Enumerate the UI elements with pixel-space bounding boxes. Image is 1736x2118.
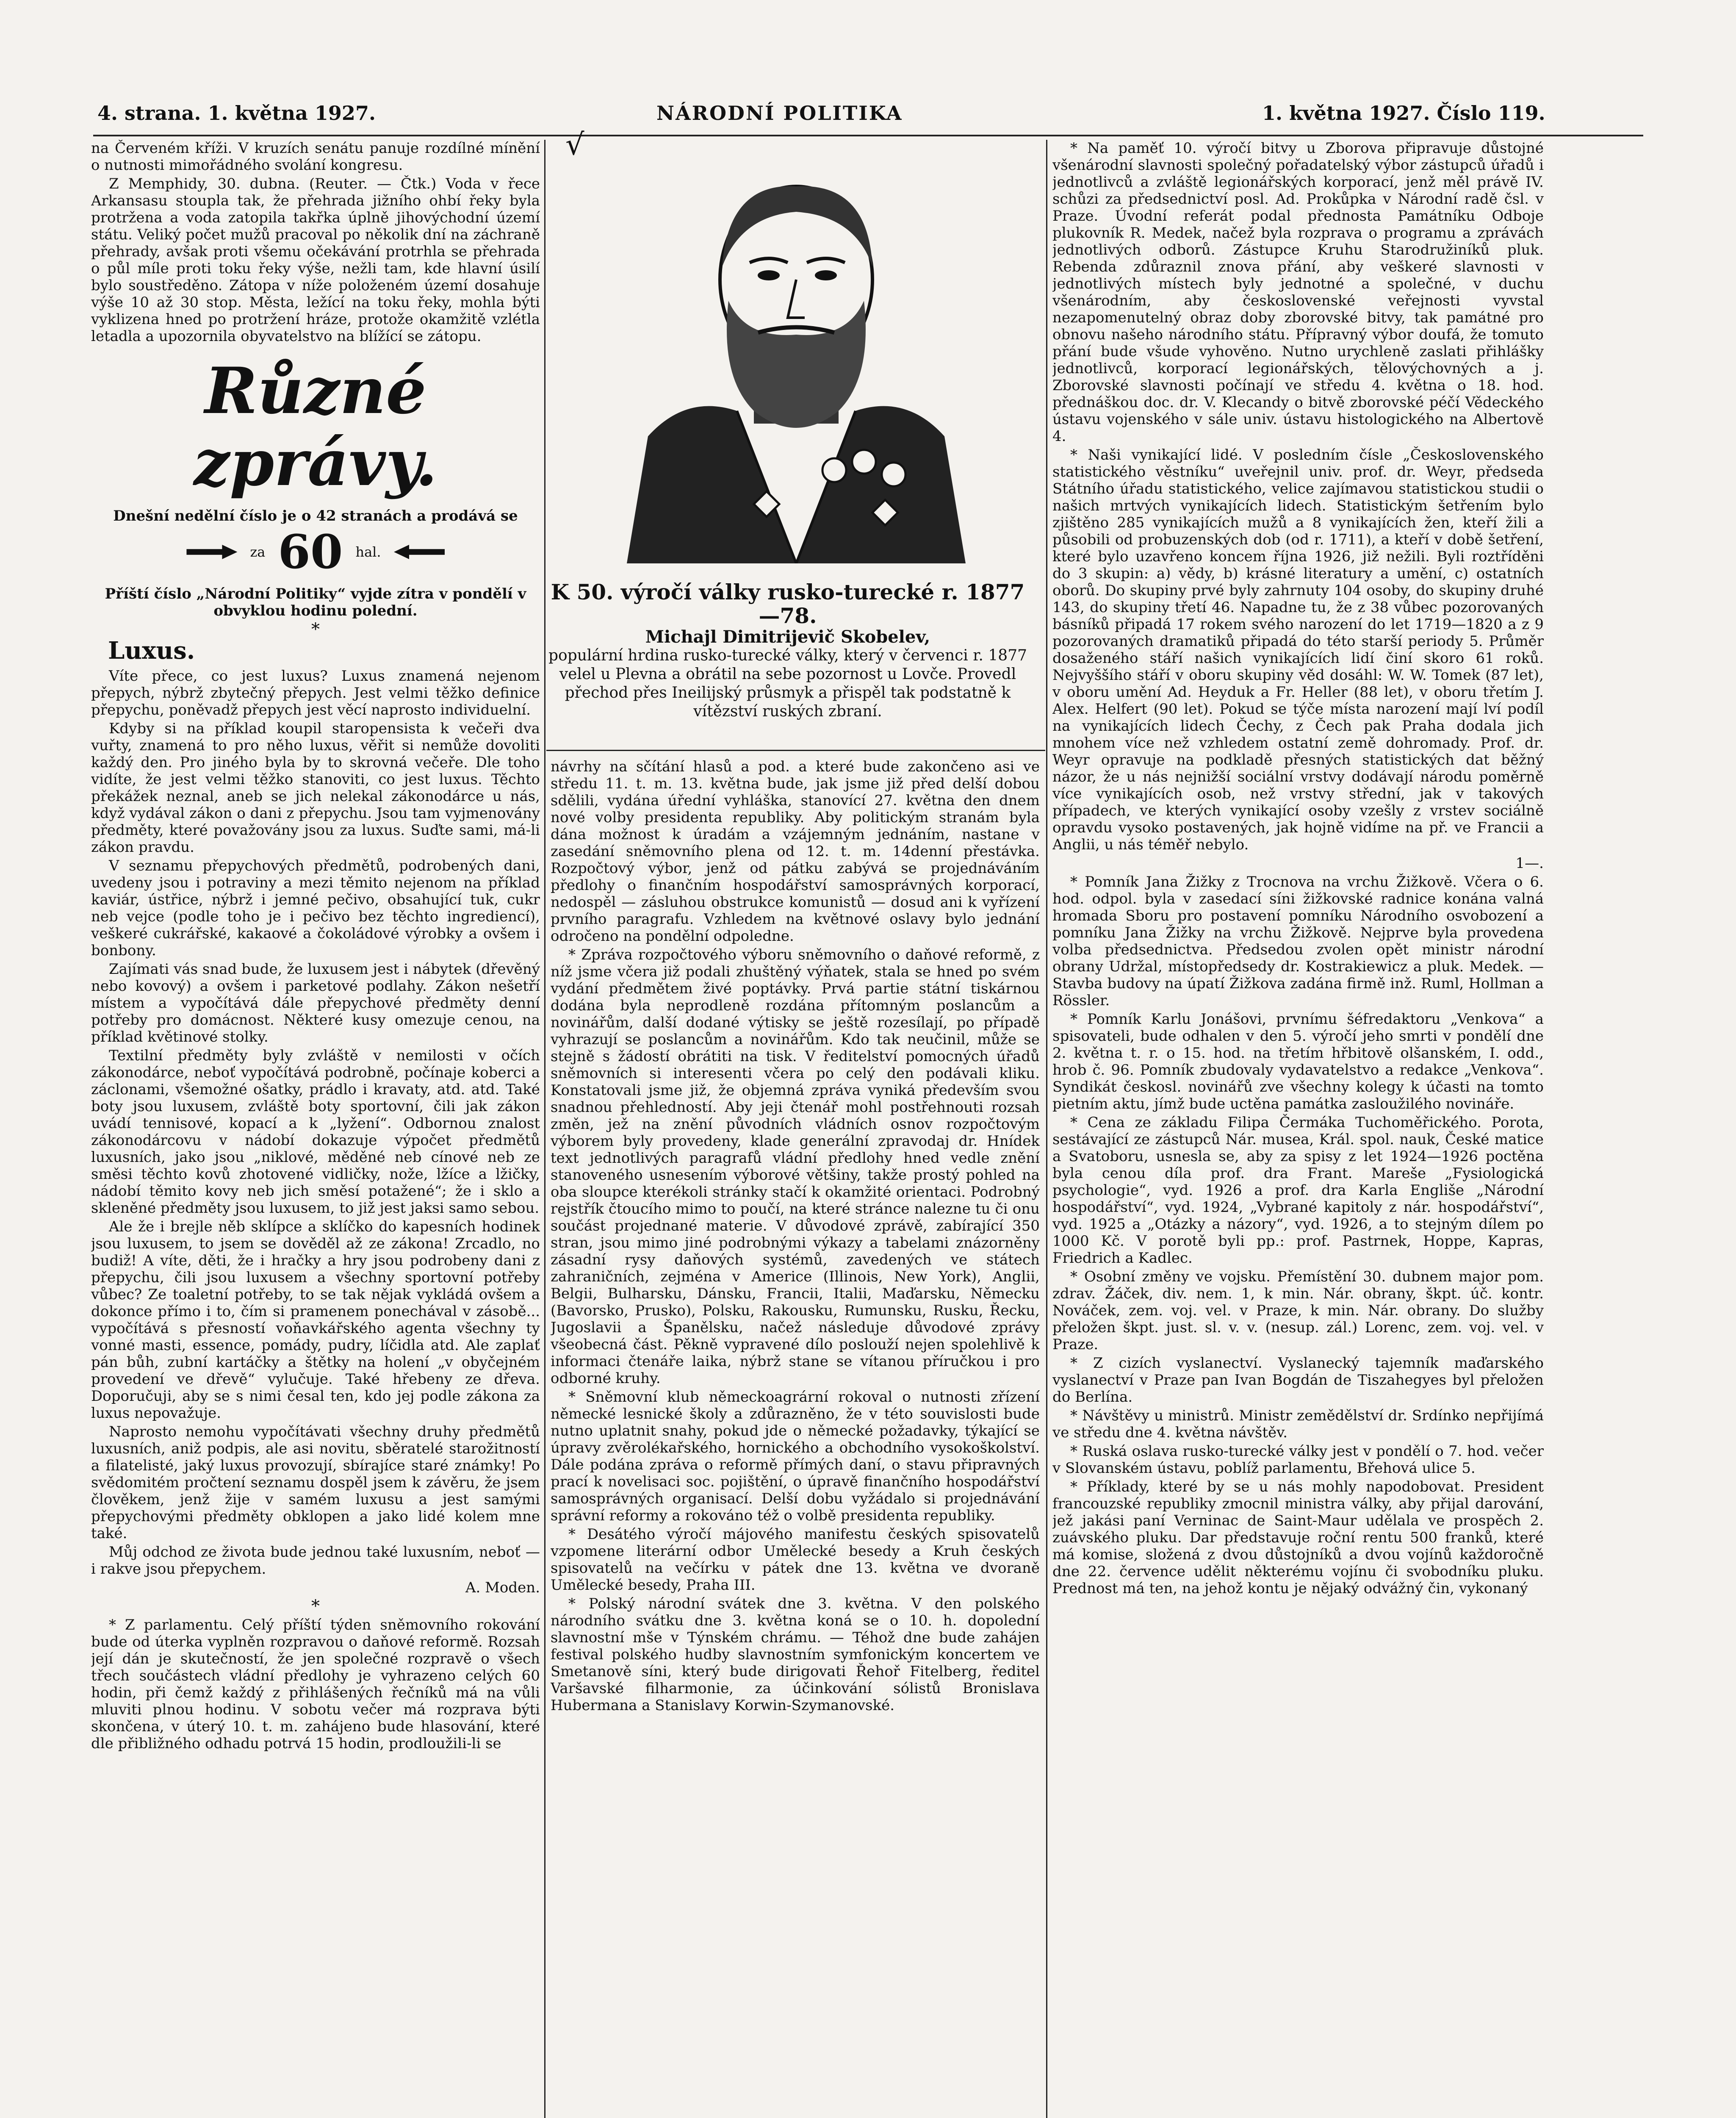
article-german-club: * Sněmovní klub německoagrární rokoval o nutnosti zřízení německé lesnické školy a zdůrazněno, že v této souvislosti bude nutno uplatnit snahy, pokud jde o německé požadavky, týkající se úpravy zvěrolékařského, hornického a obchodního vysokoškolství. Dále podána zpráva o reformě přímých daní, o stavu připravných prací k novelisaci soc. pojištění, o úpravě finančního hospodářství samosprávných organisací. Delší dobu vyžádalo si projednávání správní reformy a rokováno též o volbě presidenta republiky. xyxy=(551,1389,1040,1524)
notice-next-issue: Příští číslo „Národní Politiky“ vyjde zítra v pondělí v obvyklou hodinu polední. xyxy=(105,585,526,619)
caption-name: Michajl Dimitrijevič Skobelev, xyxy=(645,627,930,647)
feuilleton-paragraph: Textilní předměty byly zvláště v nemilosti v očích zákonodárce, neboť vypočítává podrobně, počínaje koberci a záclonami, všemožné ošatky, prádlo i kravaty, atd. atd. Také boty jsou luxusem, zvláště boty sportovní, čili jak zákon uvádí tennisové, kopací a k „lyžení“. Odbornou znalost zákonodárcovu v nádobí dokazuje výpočet předmětů luxusních, jako jsou „niklové, měděné neb cínové neb ze směsi těchto kovů zhotovené vidličky, nože, lžíce a lžičky, nádobí těmito kovy neb jich směsí potažené“; že i sklo a skleněné předměty jsou luxusem, to již jest jaksi samo sebou. xyxy=(91,1047,540,1217)
feuilleton-paragraph: Zajímati vás snad bude, že luxusem jest i nábytek (dřevěný nebo kovový) a ovšem i parketové podlahy. Zákon nešetří místem a vypočítává dále přepychové předměty denní potřeby pro domácnost. Některé kusy omezuje cenou, na příklad květinové stolky. xyxy=(91,961,540,1045)
article-legations: * Z cizích vyslanectví. Vyslanecký tajemník maďarského vyslanectví v Praze pan Ivan Bogdán de Tiszahegyes byl přeložen do Berlína. xyxy=(1052,1355,1544,1406)
column-rule-left xyxy=(544,140,545,2118)
middle-column xyxy=(551,758,1040,2118)
column-rule-right xyxy=(1046,140,1047,2118)
article-notable-people: * Naši vynikající lidé. V posledním čísle „Československého statistického věstníku“ uveřejnil univ. prof. dr. Weyr, předseda Státního úřadu statistického, velice zajímavou statistickou studii o našich mrtvých vynikajících lidech. Statistickým šetřením bylo zjištěno 285 vynikajících mužů a 8 vynikajících žen, kteří žili a působili od probuzenských dob (od r. 1711), a kteří v době šetření, které bylo uzavřeno koncem října 1926, již nežili. Byli roztříděni do 3 skupin: a) vědy, b) krásné literatury a umění, c) ostatních oborů. Do skupiny prvé byly zahrnuty 104 osoby, do skupiny druhé 143, do skupiny třetí 46. Napadne tu, že z 38 vůbec pozorovaných básníků připadá 17 rokem svého narození do let 1719—1820 a z 9 pozorovaných dramatiků připadá do této starší periody 5. Průměr dosaženého stáří našich vynikajících lidí činí skoro 61 roků. Nejvyššího stáří v oboru skupiny věd dosáhl: W. W. Tomek (87 let), v oboru umění Ad. Heyduk a Fr. Heller (88 let), v oboru třetím J. Alex. Helfert (90 let). Pokud se týče místa narození mají lví podíl na vynikajících lidech Čechy, z Čech pak Praha dodala jich mnohem více než vzhledem ostatní země dohromady. Prof. dr. Weyr opravuje na podkladě přesných statistických dat běžný názor, že u nás nejnižší sociální vrstvy dodávají národu poměrně více vynikajících osob, než vrstvy střední, jak v takových případech, ve kterých vynikající osoby vzešly z vrstev sociálně opravdu vysoko postavených, jak hojně vidíme na př. ve Francii a Anglii, u nás téměř nebylo. xyxy=(1052,446,1544,853)
article-polish-holiday: * Polský národní svátek dne 3. května. V den polského národního svátku dne 3. května koná se o 10. h. dopolední slavnostní mše v Týnském chrámu. — Téhož dne bude zahájen festival polského hudby slavnostním symfonickým koncertem ve Smetanově síni, který bude dirigovati Řehoř Fitelberg, ředitel Varšavské filharmonie, za účinkování sólistů Bronislava Hubermana a Stanislavy Korwin-Szymanovské. xyxy=(551,1595,1040,1714)
notice-pages: Dnešní nedělní číslo je o 42 stranách a prodává se xyxy=(113,507,518,524)
article-ministers: * Návštěvy u ministrů. Ministr zemědělství dr. Srdínko nepřijímá ve středu dne 4. května návštěv. xyxy=(1052,1407,1544,1441)
caption-text: populární hrdina rusko-turecké války, který v červenci r. 1877 velel u Plevna a obrátil na sebe pozornost u Lovče. Provedl přechod přes Ineilijský průsmyk a přispěl tak podstatně k vítězství ruských zbraní. xyxy=(548,647,1027,720)
feuilleton-paragraph: Můj odchod ze života bude jednou také luxusním, neboť — i rakve jsou přepychem. xyxy=(91,1544,540,1577)
price-line xyxy=(91,524,540,579)
article-manifest: * Desátého výročí májového manifestu českých spisovatelů vzpomene literární odbor Umělecké besedy a Kruh českých spisovatelů na večírku v pátek dne 13. května ve dvoraně Umělecké besedy, Praha III. xyxy=(551,1526,1040,1594)
price-unit: hal. xyxy=(355,544,381,560)
header-right: 1. května 1927. Číslo 119. xyxy=(1262,102,1545,125)
feuilleton-title: Luxus. xyxy=(108,637,195,665)
article-jonas-monument: * Pomník Karlu Jonášovi, prvnímu šéfredaktoru „Venkova“ a spisovateli, bude odhalen v den 5. výročí jeho smrti v pondělí dne 2. května t. r. o 15. hod. na třetím hřbitově olšanském, I. odd., hrob č. 96. Pomník zbudovaly vydavatelstvo a redakce „Venkova“. Syndikát českosl. novinářů zve všechny kolegy k účasti na tomto pietním aktu, jímž bude uctěna památka zasloužilého novináře. xyxy=(1052,1011,1544,1112)
article-examples: * Příklady, které by se u nás mohly napodobovat. President francouzské republiky zmocnil ministra války, aby přijal darování, jež jakási paní Verninac de Saint-Maur udělala ve prospěch 2. zuávského pluku. Dar představuje roční rentu 500 franků, které má komise, složená z dvou důstojníků a dvou vojínů každoročně dne 22. července udělit některému vojínu či svobodníku pluku. Prednost má ten, na jehož kontu je nějaký odvážný čin, vykonaný xyxy=(1052,1478,1544,1597)
article-memphis: Z Memphidy, 30. dubna. (Reuter. — Čtk.) Voda v řece Arkansasu stoupla tak, že přehrada jižního ohbí řeky byla protržena a voda zatopila takřka úplně jihovýchodní území státu. Veliký počet mužů pracoval po několik dní na záchraně přehrady, avšak proti všemu očekávání protrhla se přehrada o půl míle proti toku řeky výše, nežli tam, kde hlavní úsilí bylo soustředěno. Zátopa v níže položeném území dosahuje výše 10 až 30 stop. Města, ležící na toku řeky, mohla býti vyklizena hned po protržení hráze, protože okamžitě vzlétla letadla a upozornila obyvatelstvo na blížící se zátopu. xyxy=(91,175,540,345)
right-column xyxy=(1052,140,1544,2118)
price-value: 60 xyxy=(278,524,343,579)
article-signature: 1—. xyxy=(1515,855,1544,872)
check-mark-icon: √ xyxy=(565,127,584,162)
pointing-hand-icon xyxy=(186,545,237,559)
article-russian-celebration: * Ruská oslava rusko-turecké války jest v pondělí o 7. hod. večer v Slovanském ústavu, poblíž parlamentu, Břehová ulice 5. xyxy=(1052,1443,1544,1477)
header-rule xyxy=(93,135,1643,136)
article-army-changes: * Osobní změny ve vojsku. Přemístění 30. dubnem major pom. zdrav. Žáček, div. nem. 1, k min. Nár. obrany, škpt. úč. kontr. Nováček, zem. voj. vel. v Praze, k min. Nár. obrany. Do služby přeložen škpt. just. sl. v. v. (nesup. zál.) Lorenc, zem. voj. vel. v Praze. xyxy=(1052,1268,1544,1353)
feuilleton-signature: A. Moden. xyxy=(465,1579,540,1596)
section-title: Různé zprávy. xyxy=(194,354,437,500)
article-intro: na Červeném kříži. V kruzích senátu panuje rozdílné mínění o nutnosti mimořádného svolání kongresu. xyxy=(91,140,540,174)
article-cermak-prize: * Cena ze základu Filipa Čermáka Tuchoměřického. Porota, sestávající ze zástupců Nár. musea, Král. spol. nauk, České matice a Svatoboru, usnesla se, aby za spisy z let 1924—1926 poctěna byla cenou díla prof. dra Frant. Mareše „Fysiologická psychologie“, vyd. 1926 a prof. dra Karla Engliše „Národní hospodářství“, vyd. 1924, „Vybrané kapitoly z nár. hospodářství“, vyd. 1925 a „Otázky a názory“, vyd. 1926, a to stejným dílem po 1000 Kč. V porotě byli pp.: prof. Pastrnek, Hoppe, Kapras, Friedrich a Kadlec. xyxy=(1052,1114,1544,1267)
left-column xyxy=(91,140,540,2118)
article-parliament: * Z parlamentu. Celý příští týden sněmovního rokování bude od úterka vyplněn rozpravou o daňové reformě. Rozsah její dán je skutečností, že jen společné rozpravě o všech třech součástech vládní předlohy je vyhrazeno celých 60 hodin, při čemž každý z přihlášených řečníků má na vůli mluviti plnou hodinu. V sobotu večer má rozprava býti skončena, v úterý 10. t. m. zahájeno bude hlasování, které dle přibližného odhadu potrvá 15 hodin, prodloužili-li se xyxy=(91,1616,540,1752)
feuilleton-paragraph: V seznamu přepychových předmětů, podrobených dani, uvedeny jsou i potraviny a mezi těmito nejenom na příklad kaviár, ústřice, nýbrž i jemné pečivo, obsahující tuk, cukr neb vejce (podle toho je i pečivo bez těchto ingrediencí), veškeré cukrářské, kakaové a čokoládové výrobky a ovšem i bonbony. xyxy=(91,857,540,959)
separator-star: * xyxy=(311,620,320,639)
masthead: NÁRODNÍ POLITIKA xyxy=(656,102,903,125)
feuilleton-paragraph: Víte přece, co jest luxus? Luxus znamená nejenom přepych, nýbrž zbytečný přepych. Jest velmi těžko definice přepychu, poněvadž přepych jest věcí naprosto individuelní. xyxy=(91,668,540,718)
caption-title: K 50. výročí války rusko-turecké r. 1877—78. xyxy=(551,579,1025,628)
picture-caption xyxy=(546,580,1029,721)
picture-bottom-rule xyxy=(546,750,1045,751)
header-left: 4. strana. 1. května 1927. xyxy=(97,102,376,125)
feuilleton-paragraph: Ale že i brejle něb sklípce a sklíčko do kapesních hodinek jsou luxusem, to jsem se dověděl až ze zákona! Zrcadlo, no budiž! A víte, děti, že i hračky a hry jsou podrobeny dani z přepychu, čili jsou luxusem a všechny sportovní potřeby vůbec? Ze toaletní potřeby, to se tak nějak vykládá ovšem a dokonce přímo i to, čím si pramenem ponechával v zásobě... vypočítává s přesností voňavkářského agenta všechny ty vonné masti, essence, pomády, pudry, líčidla atd. Ale zaplať pán bůh, zubní kartáčky a štětky na holení „v obyčejném provedení ve dřevě“ vylučuje. Také hřebeny ze dřeva. Doporučuji, aby se s nimi česal ten, kdo jej podle zákona za luxus nepovažuje. xyxy=(91,1218,540,1422)
page-header xyxy=(0,102,1736,136)
feuilleton-paragraph: Naprosto nemohu vypočítávati všechny druhy předmětů luxusních, aniž podpis, ale asi novitu, sběratelé starožitností a filatelisté, jaký luxus provozují, sbírajíce staré známky! Po svědomitém pročtení seznamu dospěl jsem k závěru, že jsem člověkem, jenž žije v samém luxusu a jest samými přepychovými předměty obklopen a jako lidé kolem mne také. xyxy=(91,1423,540,1542)
article-zborov: * Na paměť 10. výročí bitvy u Zborova připravuje důstojné všenárodní slavnosti společný pořadatelský výbor zástupců úřadů i jednotlivců a zvláště legionářských korporací, jenž měl právě IV. schůzi za předsednictví posl. Ad. Prokůpka v Národní radě čsl. v Praze. Úvodní referát podal přednosta Památníku Odboje plukovník R. Medek, načež byla rozprava o programu a zprávách jednotlivých odborů. Zástupce Kruhu Starodružiníků pluk. Rebenda zdůraznil znova přání, aby veškeré slavnosti v jednotlivých místech byly jednotné a společné, v duchu všenárodním, aby československé veřejnosti vyvstal nezapomenutelný obraz doby zborovské bitvy, tak památné pro obnovu našeho národního státu. Přípravný výbor doufá, že tomuto přání bude všude vyhověno. Nutno urychleně zaslati přihlášky jednotlivců, korporací legionářských, tělovýchovných a j. Zborovské slavnosti počínají ve středu 4. května o 18. hod. přednáškou doc. dr. V. Klecandy o bitvě zborovské péčí Vědeckého ústavu vojenského v sále univ. ústavu histologického na Albertově 4. xyxy=(1052,140,1544,445)
pointing-hand-icon xyxy=(394,545,445,559)
separator-star: * xyxy=(311,1597,320,1616)
article-tax-report: * Zpráva rozpočtového výboru sněmovního o daňové reformě, z níž jsme včera již podali zhuštěný výňatek, stala se hned po svém vydání předmětem živé poptávky. Prvá partie státní tiskárnou dodána byla neprodleně rozdána přítomným poslancům a novinářům, další dodané výtisky se ještě rozesílají, po případě vyhrazují se poslancům a novinářům. Kdo tak neučinil, může se stejně s žádostí obrátiti na tisk. V ředitelství pomocných úřadů sněmovních si interesenti včera po celý den podávali kliku. Konstatovali jsme již, že objemná zpráva vyniká především svou snadnou přehledností. Aby jeji čtenář mohl postřehnouti rozsah změn, jež na znění původních vládních osnov rozpočtovým výborem byly provedeny, klade generální zpravodaj dr. Hnídek text jednotlivých paragrafů vládní předlohy hned vedle znění stanoveného usnesením výborové většiny, takže prostý pohled na oba sloupce kterékoli stránky stačí k okamžité orientaci. Podrobný rejstřík čtoucího mimo to poučí, na které stránce nalezne tu či onu součást projednané materie. V důvodové zprávě, zabírající 350 stran, jsou mimo jiné podrobnými výkazy a tabelami znázorněny zásadní rysy daňových systémů, zavedených ve státech zahraničních, zejména v Americe (Illinois, New York), Anglii, Belgii, Bulharsku, Dánsku, Francii, Italii, Maďarsku, Německu (Bavorsko, Prusko), Polsku, Rakousku, Rumunsku, Rusku, Řecku, Jugoslavii a Španělsku, načež následuje důvodové zprávy všeobecná část. Pěkně vypravené dílo poslouží nejen spolehlivě k informaci čtenáře laika, nýbrž stane se vítanou příručkou i pro odborné kruhy. xyxy=(551,946,1040,1387)
article-parliament-cont: návrhy na sčítání hlasů a pod. a které bude zakončeno asi ve středu 11. t. m. 13. května bude, jak jsme již před delší dobou sdělili, vydána úřední vyhláška, stanovící 27. května den dnem nové volby presidenta republiky. Aby politickým stranám byla dána možnost k úradám a vzájemným jednáním, nastane v zasedání sněmovního plena od 12. t. m. 14denní přestávka. Rozpočtový výbor, jenž od pátku zabývá se projednáváním předlohy o finančním hospodářství samosprávných korporací, nedospěl — zásluhou obstrukce komunistů — dosud ani k vyřízení prvního paragrafu. Vzhledem na květnové oslavy bylo jednání odročeno na pondělní odpoledne. xyxy=(551,758,1040,945)
article-zizka-monument: * Pomník Jana Žižky z Trocnova na vrchu Žižkově. Včera o 6. hod. odpol. byla v zasedací síni žižkovské radnice konána valná hromada Sboru pro postavení pomníku Národního osvobození a pomníku Jana Žižky na vrchu Žižkově. Nejprve byla provedena volba předsednictva. Předsedou zvolen opět ministr národní obrany Udržal, místopředsedy dr. Kostrakiewicz a pluk. Medek. — Stavba budovy na úpatí Žižkova zadána firmě inž. Ruml, Hollman a Rössler. xyxy=(1052,873,1544,1009)
price-za: za xyxy=(250,544,266,560)
portrait-illustration xyxy=(576,140,1016,563)
feuilleton-paragraph: Kdyby si na příklad koupil staropensista k večeři dva vuřty, znamená to pro něho luxus, věřit si nemůže dovoliti každý den. Pro jiného byla by to skrovná večeře. Dle toho vidíte, že jest velmi těžko stanoviti, co jest luxus. Těchto překážek neznal, aneb se jich nelekal zákonodárce u nás, když vydával zákon o dani z přepychu. Jsou tam vyjmenovány předměty, které považovány jsou za luxus. Suďte sami, má-li zákon pravdu. xyxy=(91,720,540,856)
